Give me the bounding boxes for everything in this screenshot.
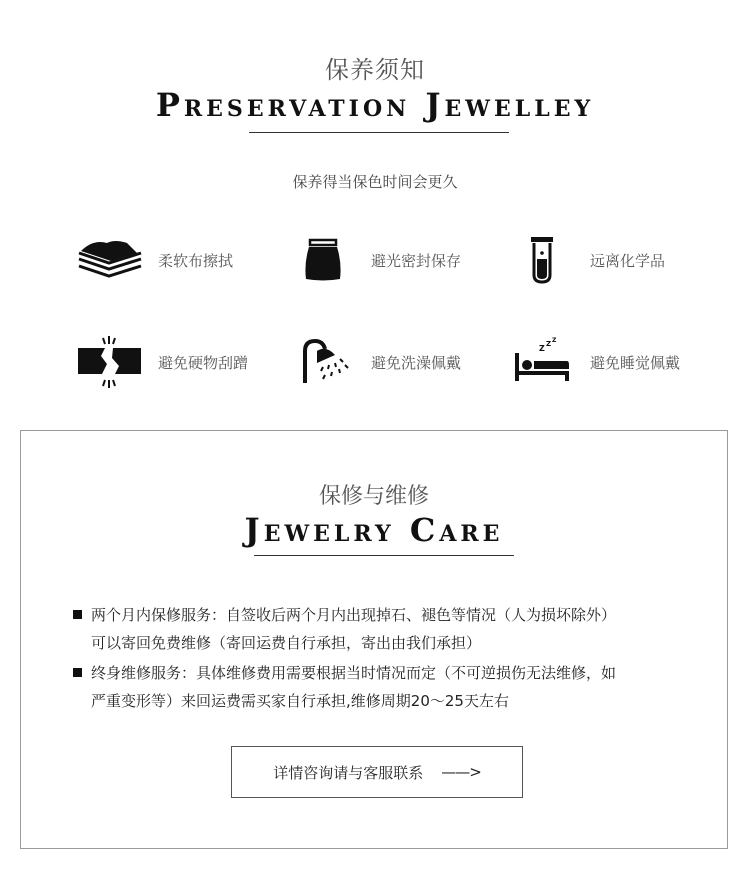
care-divider (254, 555, 514, 556)
tip-label: 远离化学品 (590, 251, 666, 270)
svg-text:Z: Z (539, 344, 545, 353)
tip-sleeping (506, 336, 680, 388)
tip-label: 避免洗澡佩戴 (371, 353, 462, 372)
service-text-line: 两个月内保修服务：自签收后两个月内出现掉石、褪色等情况（人为损坏除外） (91, 606, 617, 624)
title-divider (249, 132, 509, 133)
svg-text:Z: Z (546, 340, 552, 348)
test-tube-icon (506, 234, 578, 286)
contact-button-label: 详情咨询请与客服联系 (273, 763, 424, 782)
folded-cloth-icon (74, 234, 146, 286)
tip-hard-objects (74, 336, 248, 388)
service-item-warranty (73, 601, 693, 657)
shower-icon (287, 336, 359, 388)
tip-soft-cloth (74, 234, 233, 286)
service-text-line: 可以寄回免费维修（寄回运费自行承担，寄出由我们承担） (91, 634, 482, 652)
svg-text:Z: Z (552, 337, 557, 344)
tip-label: 避免硬物刮蹭 (158, 353, 249, 372)
broken-object-icon (74, 336, 146, 388)
care-title-cn: 保修与维修 (318, 484, 429, 509)
preservation-tagline: 保养得当保色时间会更久 (292, 173, 458, 191)
tip-label: 柔软布擦拭 (158, 251, 234, 270)
service-text-line: 终身维修服务：具体维修费用需要根据当时情况而定（不可逆损伤无法维修，如 (91, 664, 617, 682)
bag-icon (287, 234, 359, 286)
tip-chemicals (506, 234, 665, 286)
bullet-icon (73, 668, 82, 677)
sleeping-bed-icon (506, 336, 578, 388)
preservation-title-en: Preservation Jewelley (155, 86, 595, 124)
bullet-icon (73, 610, 82, 619)
service-item-lifetime-repair (73, 659, 693, 715)
arrow-right-icon: ——> (441, 763, 481, 781)
contact-customer-service-button[interactable] (231, 746, 523, 798)
tip-label: 避光密封保存 (371, 251, 462, 270)
tip-label: 避免睡觉佩戴 (590, 353, 681, 372)
jewelry-care-section (20, 430, 728, 849)
service-text-line: 严重变形等）来回运费需买家自行承担,维修周期20～25天左右 (91, 692, 509, 710)
preservation-title-cn: 保养须知 (325, 56, 425, 84)
care-title-en: Jewelry Care (244, 511, 504, 549)
tip-shower (287, 336, 461, 388)
tip-sealed-storage (287, 234, 461, 286)
